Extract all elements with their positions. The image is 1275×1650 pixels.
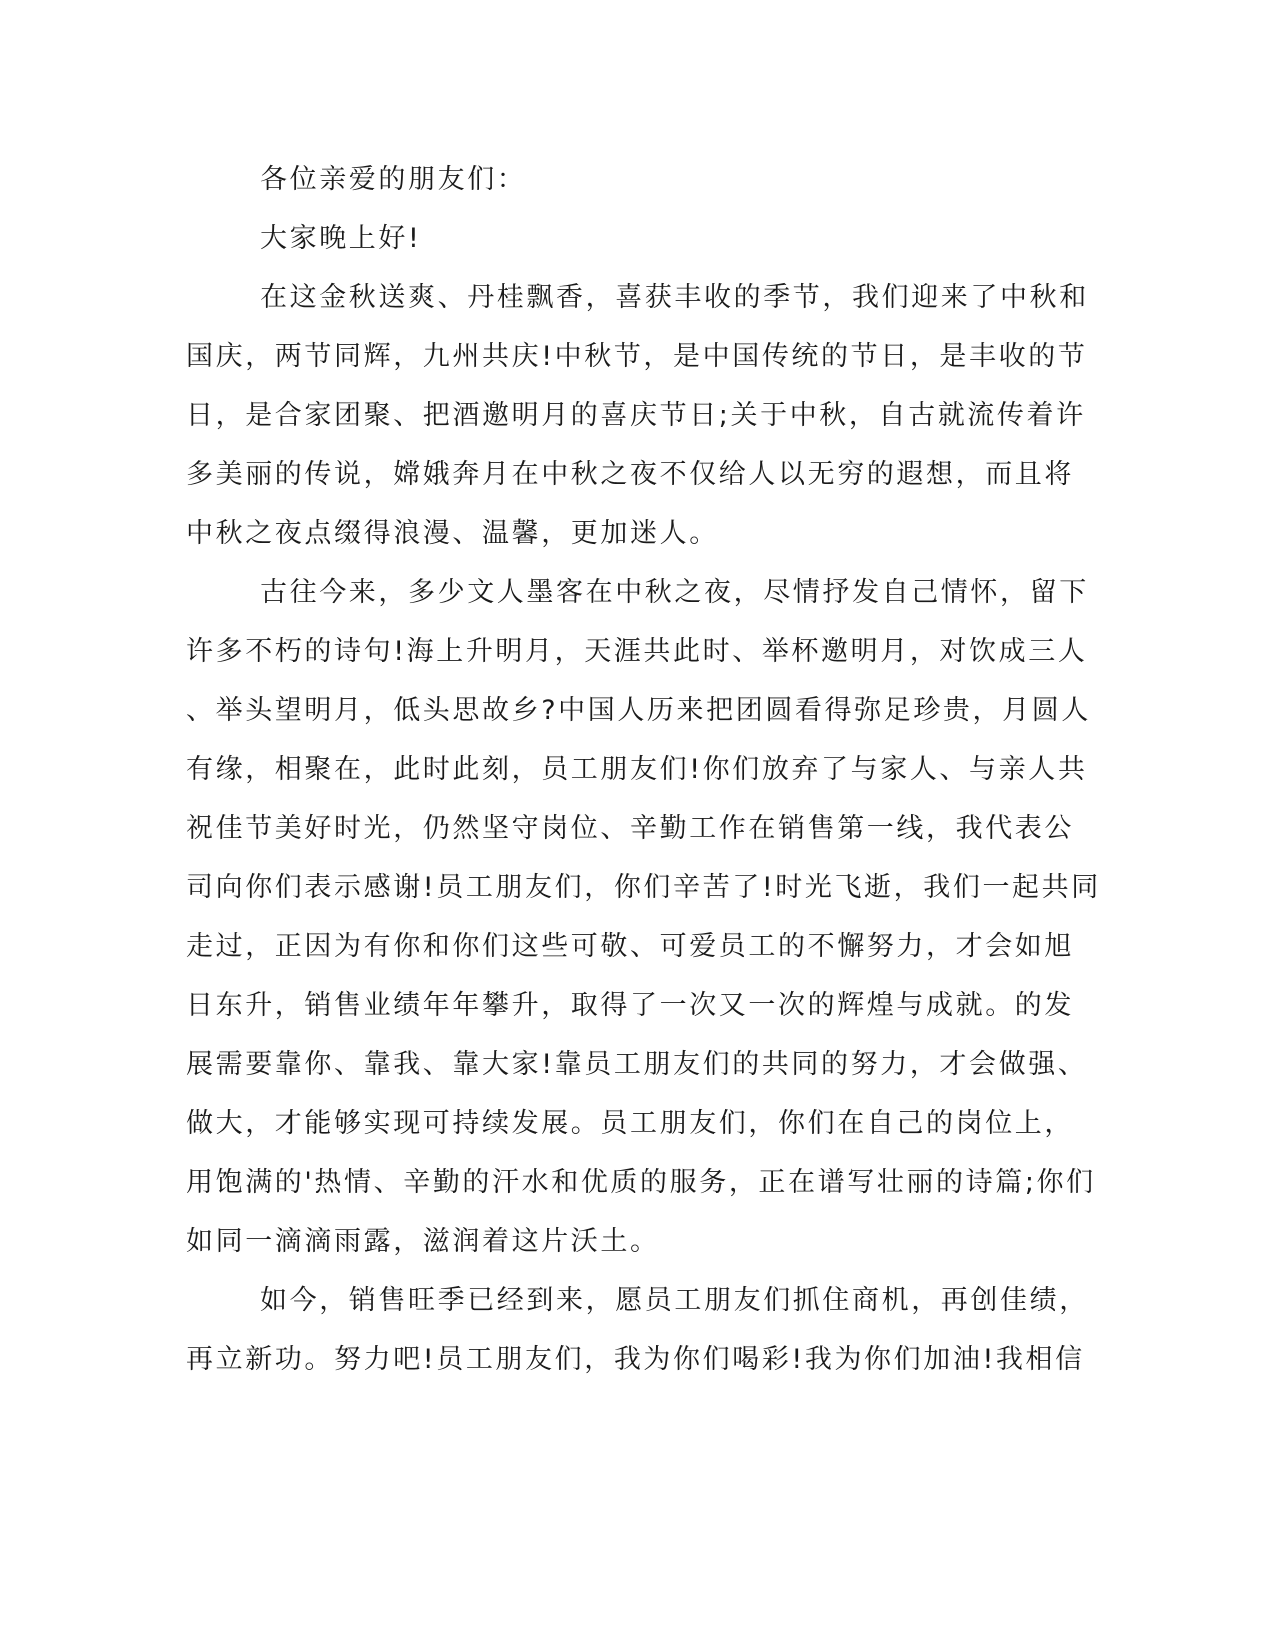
paragraph-line: 、举头望明月，低头思故乡?中国人历来把团圆看得弥足珍贵，月圆人 [186, 695, 1091, 726]
paragraph-line: 走过，正因为有你和你们这些可敬、可爱员工的不懈努力，才会如旭 [186, 931, 1074, 962]
paragraph-line: 日，是合家团聚、把酒邀明月的喜庆节日;关于中秋，自古就流传着许 [186, 400, 1086, 431]
paragraph-line: 国庆，两节同辉，九州共庆!中秋节，是中国传统的节日，是丰收的节 [186, 341, 1088, 372]
greeting: 大家晚上好! [260, 223, 422, 254]
paragraph-line: 祝佳节美好时光，仍然坚守岗位、辛勤工作在销售第一线，我代表公 [186, 813, 1074, 844]
paragraph-line: 如同一滴滴雨露，滋润着这片沃土。 [186, 1226, 660, 1257]
salutation: 各位亲爱的朋友们： [260, 164, 527, 195]
paragraph-line: 如今，销售旺季已经到来，愿员工朋友们抓住商机，再创佳绩， [260, 1285, 1089, 1316]
paragraph-line: 在这金秋送爽、丹桂飘香，喜获丰收的季节，我们迎来了中秋和 [260, 282, 1089, 313]
paragraph-line: 中秋之夜点缀得浪漫、温馨，更加迷人。 [186, 518, 719, 549]
paragraph-line: 有缘，相聚在，此时此刻，员工朋友们!你们放弃了与家人、与亲人共 [186, 754, 1088, 785]
paragraph-line: 司向你们表示感谢!员工朋友们，你们辛苦了!时光飞逝，我们一起共同 [186, 872, 1101, 903]
paragraph-line: 许多不朽的诗句!海上升明月，天涯共此时、举杯邀明月，对饮成三人 [186, 636, 1088, 667]
paragraph-line: 日东升，销售业绩年年攀升，取得了一次又一次的辉煌与成就。的发 [186, 990, 1074, 1021]
paragraph-line: 做大，才能够实现可持续发展。员工朋友们，你们在自己的岗位上， [186, 1108, 1074, 1139]
paragraph-line: 用饱满的'热情、辛勤的汗水和优质的服务，正在谱写壮丽的诗篇;你们 [186, 1167, 1096, 1198]
paragraph-line: 多美丽的传说，嫦娥奔月在中秋之夜不仅给人以无穷的遐想，而且将 [186, 459, 1074, 490]
paragraph-line: 再立新功。努力吧!员工朋友们，我为你们喝彩!我为你们加油!我相信 [186, 1344, 1085, 1375]
paragraph-line: 古往今来，多少文人墨客在中秋之夜，尽情抒发自己情怀，留下 [260, 577, 1089, 608]
paragraph-line: 展需要靠你、靠我、靠大家!靠员工朋友们的共同的努力，才会做强、 [186, 1049, 1088, 1080]
